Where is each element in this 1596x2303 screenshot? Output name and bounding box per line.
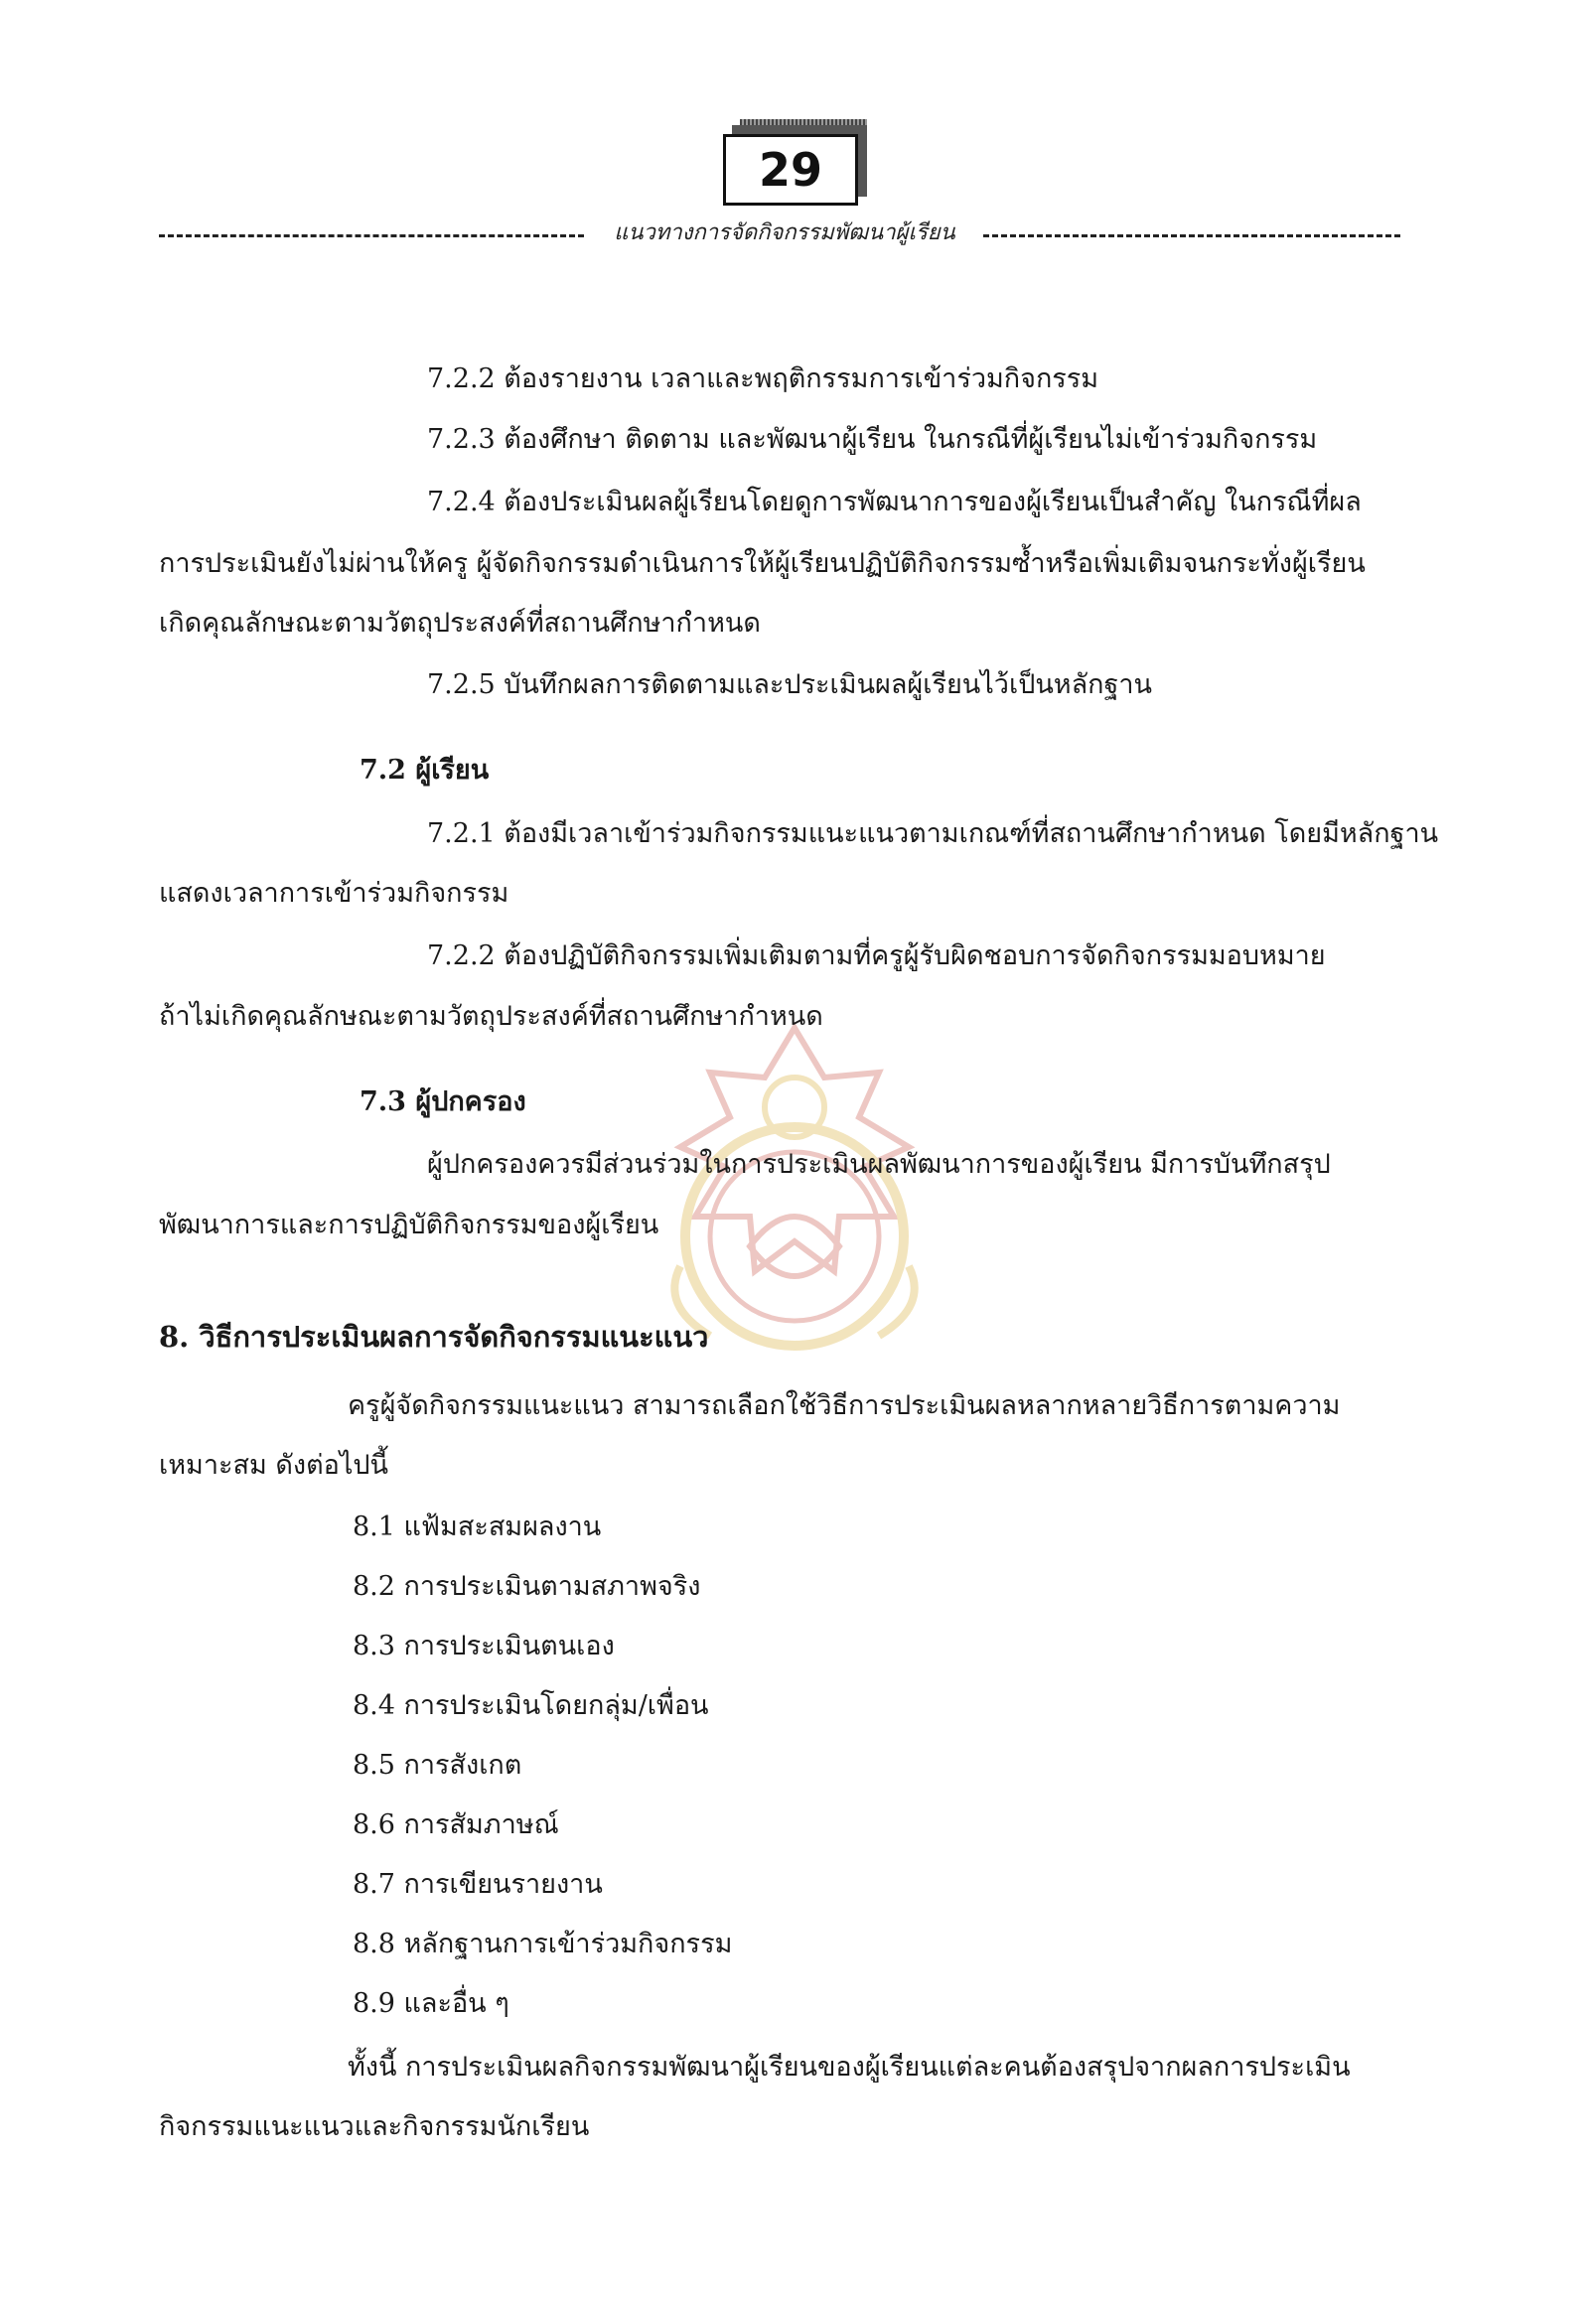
list-item-method: 8.2 การประเมินตามสภาพจริง [353,1571,701,1602]
text-line-conclusion-cont: กิจกรรมแนะแนวและกิจกรรมนักเรียน [159,2111,590,2142]
running-header-title: แนวทางการจัดกิจกรรมพัฒนาผู้เรียน [614,220,955,245]
header-divider-left [159,234,584,237]
list-item-method: 8.4 การประเมินโดยกลุ่ม/เพื่อน [353,1690,709,1721]
text-line-students-7-2-2-cont: ถ้าไม่เกิดคุณลักษณะตามวัตถุประสงค์ที่สถานศึกษากำหนด [159,1001,823,1032]
section-heading-parents: 7.3 ผู้ปกครอง [360,1086,526,1117]
text-line-parents: ผู้ปกครองควรมีส่วนร่วมในการประเมินผลพัฒนาการของผู้เรียน มีการบันทึกสรุป [427,1149,1331,1180]
list-item-method: 8.1 แฟ้มสะสมผลงาน [353,1511,602,1542]
list-item-method: 8.5 การสังเกต [353,1750,522,1781]
list-item-method: 8.3 การประเมินตนเอง [353,1631,615,1661]
text-line-evaluation-intro: ครูผู้จัดกิจกรรมแนะแนว สามารถเลือกใช้วิธีการประเมินผลหลากหลายวิธีการตามความ [348,1390,1341,1421]
text-line-7-2-4-cont: การประเมินยังไม่ผ่านให้ครู ผู้จัดกิจกรรมดำเนินการให้ผู้เรียนปฏิบัติกิจกรรมซ้ำหรือเพิ่มเติมจนกระทั่งผู้เรียน [159,548,1366,579]
text-line-students-7-2-1-cont: แสดงเวลาการเข้าร่วมกิจกรรม [159,878,509,909]
text-line-evaluation-intro-cont: เหมาะสม ดังต่อไปนี้ [159,1450,388,1481]
text-line-students-7-2-2: 7.2.2 ต้องปฏิบัติกิจกรรมเพิ่มเติมตามที่ครูผู้รับผิดชอบการจัดกิจกรรมมอบหมาย [427,940,1326,971]
section-heading-students: 7.2 ผู้เรียน [360,755,490,786]
text-line-7-2-4-end: เกิดคุณลักษณะตามวัตถุประสงค์ที่สถานศึกษากำหนด [159,608,761,639]
header-divider-right [983,234,1400,237]
text-line-7-2-5: 7.2.5 บันทึกผลการติดตามและประเมินผลผู้เรียนไว้เป็นหลักฐาน [427,669,1153,700]
watermark-seal-icon [621,1018,968,1356]
list-item-method: 8.6 การสัมภาษณ์ [353,1809,559,1840]
page-number: 29 [758,143,822,197]
text-line-conclusion: ทั้งนี้ การประเมินผลกิจกรรมพัฒนาผู้เรียนของผู้เรียนแต่ละคนต้องสรุปจากผลการประเมิน [348,2052,1351,2083]
list-item-method: 8.9 และอื่น ๆ [353,1988,509,2019]
text-line-7-2-2: 7.2.2 ต้องรายงาน เวลาและพฤติกรรมการเข้าร่วมกิจกรรม [427,363,1099,394]
list-item-method: 8.8 หลักฐานการเข้าร่วมกิจกรรม [353,1929,733,1959]
list-item-method: 8.7 การเขียนรายงาน [353,1869,603,1900]
text-line-students-7-2-1: 7.2.1 ต้องมีเวลาเข้าร่วมกิจกรรมแนะแนวตามเกณฑ์ที่สถานศึกษากำหนด โดยมีหลักฐาน [427,818,1439,849]
text-line-parents-cont: พัฒนาการและการปฏิบัติกิจกรรมของผู้เรียน [159,1210,659,1240]
page-number-box [723,134,858,206]
text-line-7-2-3: 7.2.3 ต้องศึกษา ติดตาม และพัฒนาผู้เรียน ในกรณีที่ผู้เรียนไม่เข้าร่วมกิจกรรม [427,424,1318,455]
text-line-7-2-4: 7.2.4 ต้องประเมินผลผู้เรียนโดยดูการพัฒนาการของผู้เรียนเป็นสำคัญ ในกรณีที่ผล [427,487,1362,517]
section-heading-evaluation: 8. วิธีการประเมินผลการจัดกิจกรรมแนะแนว [159,1320,709,1354]
